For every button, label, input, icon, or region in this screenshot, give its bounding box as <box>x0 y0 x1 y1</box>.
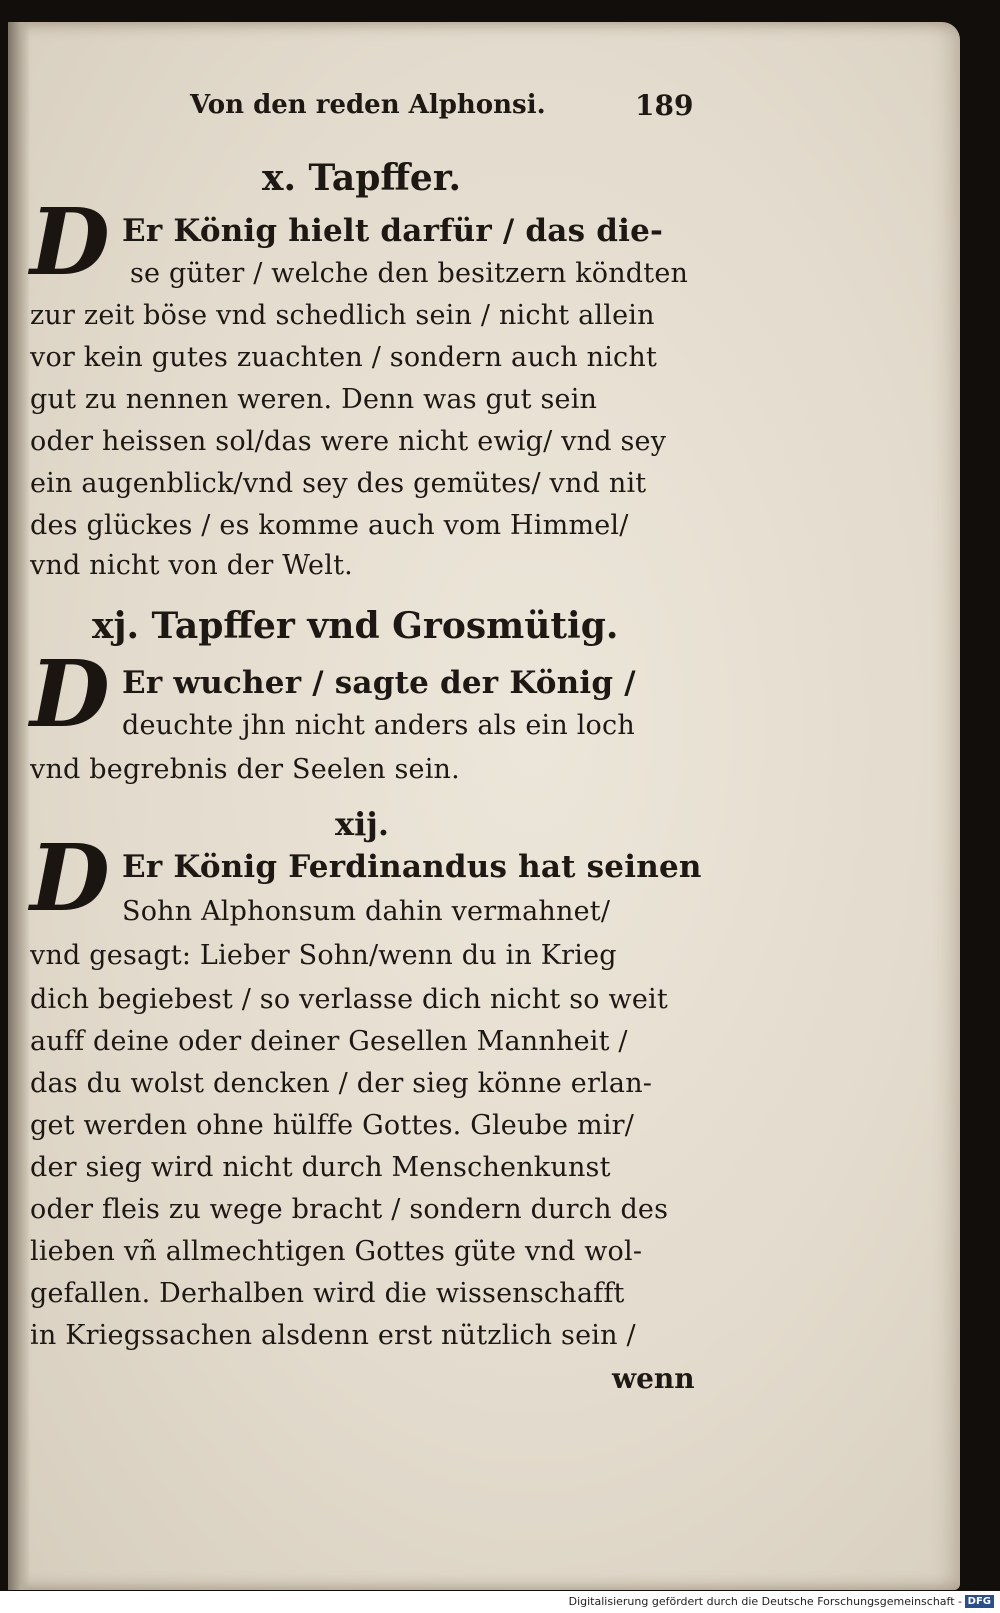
text-line: zur zeit böse vnd schedlich sein / nicht allein <box>30 300 655 331</box>
section-heading-xi: xj. Tapffer vnd Grosmütig. <box>92 605 619 647</box>
page-binding-edge <box>8 22 30 1590</box>
text-line: vnd begrebnis der Seelen sein. <box>30 754 460 785</box>
text-line: Er König hielt darfür / das die- <box>122 213 664 249</box>
text-line: Er König Ferdinandus hat seinen <box>122 849 702 885</box>
text-line: in Kriegssachen alsdenn erst nützlich sein / <box>30 1320 636 1351</box>
text-line: lieben vñ allmechtigen Gottes güte vnd wol- <box>30 1236 643 1267</box>
text-line: gut zu nennen weren. Denn was gut sein <box>30 384 598 415</box>
text-line: das du wolst dencken / der sieg könne erlan- <box>30 1068 653 1099</box>
text-line: Sohn Alphonsum dahin vermahnet/ <box>122 896 611 927</box>
text-line: dich begiebest / so verlasse dich nicht so weit <box>30 984 668 1015</box>
text-line: vnd gesagt: Lieber Sohn/wenn du in Krieg <box>30 940 617 971</box>
digitization-credit: Digitalisierung gefördert durch die Deutsche Forschungsgemeinschaft - <box>568 1595 962 1608</box>
decorated-initial: D <box>30 824 110 932</box>
text-line: der sieg wird nicht durch Menschenkunst <box>30 1152 611 1183</box>
text-line: auff deine oder deiner Gesellen Mannheit / <box>30 1026 628 1057</box>
text-line: vnd nicht von der Welt. <box>30 550 353 581</box>
text-line: gefallen. Derhalben wird die wissenschafft <box>30 1278 625 1309</box>
text-line: des glückes / es komme auch vom Himmel/ <box>30 510 629 541</box>
section-heading-x: x. Tapffer. <box>262 157 462 199</box>
text-line: oder heissen sol/das were nicht ewig/ vnd sey <box>30 426 667 457</box>
decorated-initial: D <box>30 188 110 296</box>
catchword: wenn <box>612 1362 695 1395</box>
text-line: oder fleis zu wege bracht / sondern durch des <box>30 1194 669 1225</box>
running-head: Von den reden Alphonsi. <box>190 90 546 120</box>
section-heading-xii: xij. <box>335 805 389 843</box>
decorated-initial: D <box>30 640 110 748</box>
text-line: ein augenblick/vnd sey des gemütes/ vnd nit <box>30 468 647 499</box>
page-number: 189 <box>635 89 694 122</box>
text-line: Er wucher / sagte der König / <box>122 665 636 701</box>
text-line: vor kein gutes zuachten / sondern auch nicht <box>30 342 657 373</box>
text-line: get werden ohne hülffe Gottes. Gleube mir/ <box>30 1110 635 1141</box>
text-line: deuchte jhn nicht anders als ein loch <box>122 710 635 741</box>
dfg-logo: DFG <box>965 1595 994 1608</box>
text-line: se güter / welche den besitzern köndten <box>130 258 689 289</box>
